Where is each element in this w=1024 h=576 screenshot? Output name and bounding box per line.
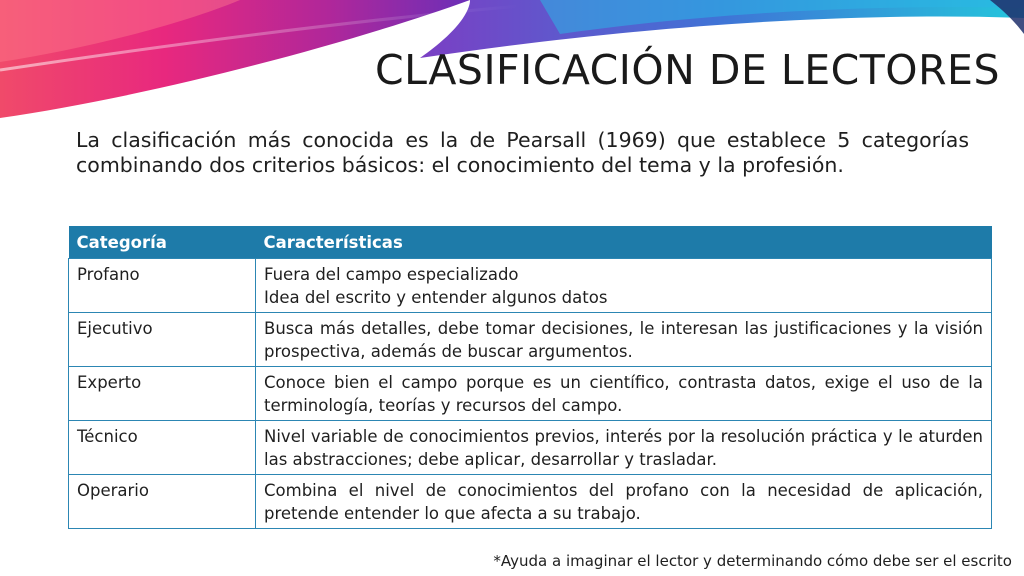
characteristics-cell [256,259,992,313]
characteristics-line: Idea del escrito y entender algunos datos [264,288,608,307]
slide-title: CLASIFICACIÓN DE LECTORES [374,46,1000,94]
table-row [69,259,992,313]
category-cell: Profano [69,259,256,313]
characteristics-cell: Busca más detalles, debe tomar decisiones, le interesan las justificaciones y la visión prospectiva, además de buscar argumentos. [256,313,992,367]
characteristics-cell: Combina el nivel de conocimientos del profano con la necesidad de aplicación, pretende entender lo que afecta a su trabajo. [256,475,992,529]
category-cell: Ejecutivo [69,313,256,367]
category-cell: Experto [69,367,256,421]
characteristics-cell: Nivel variable de conocimientos previos, interés por la resolución práctica y le aturden las abstracciones; debe aplicar, desarrollar y trasladar. [256,421,992,475]
footnote: *Ayuda a imaginar el lector y determinando cómo debe ser el escrito [493,552,1012,570]
table-row [69,421,992,475]
characteristics-cell: Conoce bien el campo porque es un científico, contrasta datos, exige el uso de la terminología, teorías y recursos del campo. [256,367,992,421]
category-cell: Técnico [69,421,256,475]
table-header-row [69,226,992,259]
intro-paragraph: La clasificación más conocida es la de Pearsall (1969) que establece 5 categorías combinando dos criterios básicos: el conocimiento del tema y la profesión. [76,128,969,177]
category-cell: Operario [69,475,256,529]
reader-categories-table [68,226,992,529]
header-characteristics: Características [256,226,992,259]
table-row [69,475,992,529]
table-row [69,313,992,367]
characteristics-line: Fuera del campo especializado [264,265,519,284]
table-row [69,367,992,421]
header-category: Categoría [69,226,256,259]
